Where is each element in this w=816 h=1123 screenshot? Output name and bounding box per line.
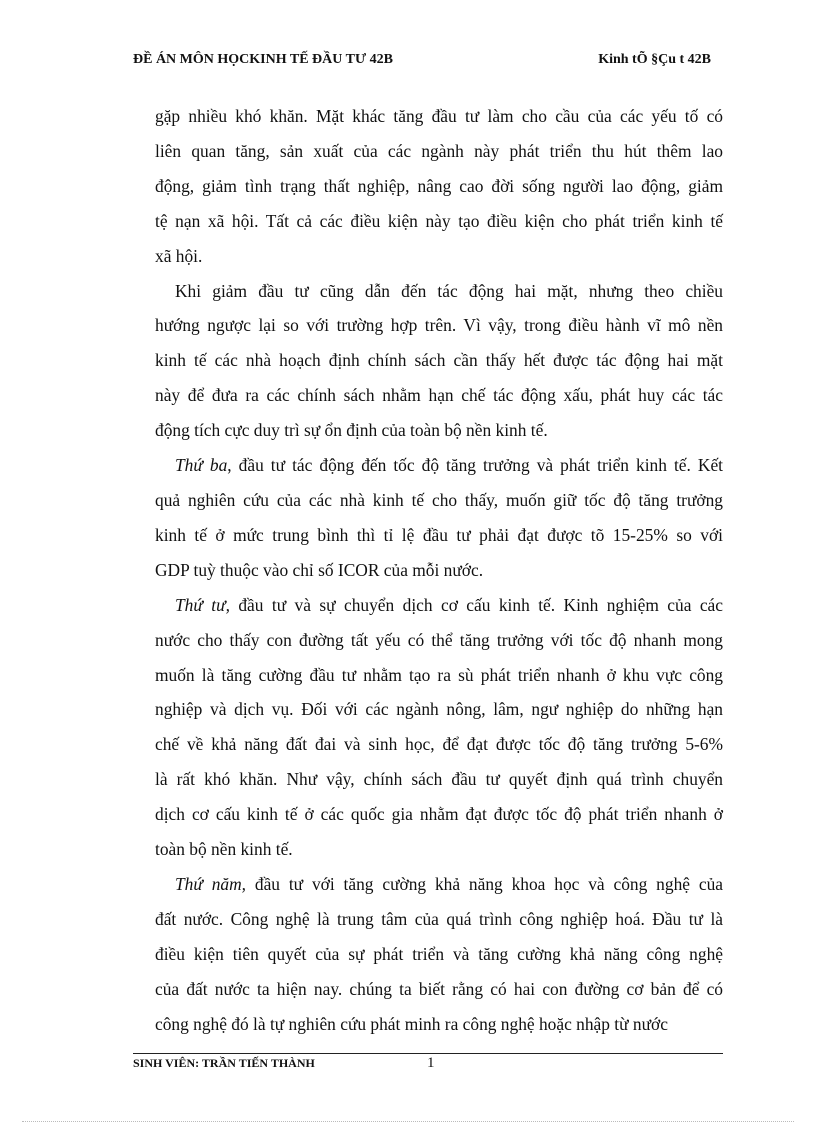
- page-bottom-edge: [22, 1121, 794, 1122]
- header-class-code: Kinh tÕ §Çu t 42B: [598, 52, 711, 67]
- header-course-title: ĐỀ ÁN MÔN HỌCKINH TẾ ĐẦU TƯ 42B: [133, 52, 393, 67]
- text-line: công nghệ đó là tự nghiên cứu phát minh ra công nghệ hoặc nhập từ nước: [155, 1013, 668, 1034]
- paragraph-4: [155, 588, 723, 867]
- text-line: động, giảm tình trạng thất nghiệp, nâng cao đời sống người lao động, giảm: [155, 175, 723, 196]
- text-line: xã hội.: [155, 245, 203, 266]
- text-line: là rất khó khăn. Như vậy, chính sách đầu tư quyết định quá trình chuyển: [155, 769, 723, 790]
- line-rest: , đầu tư tác động đến tốc độ tăng trưởng và phát triển kinh tế. Kết: [227, 455, 724, 476]
- text-line: này để đưa ra các chính sách nhằm hạn chế tác động xấu, phát huy các tác: [155, 385, 723, 406]
- text-line: nước cho thấy con đường tất yếu có thể tăng trưởng với tốc độ nhanh mong: [155, 629, 723, 650]
- text-line: đất nước. Công nghệ là trung tâm của quá trình công nghiệp hoá. Đầu tư là: [155, 908, 723, 929]
- text-line: động tích cực duy trì sự ổn định của toàn bộ nền kinh tế.: [155, 420, 548, 441]
- text-line: kinh tế các nhà hoạch định chính sách cần thấy hết được tác động hai mặt: [155, 350, 723, 371]
- text-line: muốn là tăng cường đầu tư nhằm tạo ra sù phát triển nhanh ở khu vực công: [155, 664, 723, 685]
- text-line: hướng ngược lại so với trường hợp trên. Vì vậy, trong điều hành vĩ mô nền: [155, 315, 723, 336]
- paragraph-3: [155, 448, 723, 588]
- text-line: gặp nhiều khó khăn. Mặt khác tăng đầu tư làm cho cầu của các yếu tố có: [155, 106, 723, 126]
- paragraph-2: [155, 274, 723, 449]
- text-line: nghiệp và dịch vụ. Đối với các ngành nông, lâm, ngư nghiệp do những hạn: [155, 699, 723, 720]
- text-line: [155, 588, 723, 623]
- footer-divider: [133, 1053, 723, 1054]
- text-line: liên quan tăng, sản xuất của các ngành này phát triển thu hút thêm lao: [155, 140, 723, 161]
- text-line: quả nghiên cứu của các nhà kinh tế cho thấy, muốn giữ tốc độ tăng trưởng: [155, 489, 723, 510]
- text-line: Khi giảm đầu tư cũng dẫn đến tác động hai mặt, nhưng theo chiều: [175, 280, 723, 301]
- text-line: [155, 867, 723, 902]
- page-number: 1: [427, 1055, 435, 1071]
- text-line: [155, 448, 723, 483]
- text-line: tệ nạn xã hội. Tất cả các điều kiện này tạo điều kiện cho phát triển kinh tế: [155, 210, 723, 231]
- text-line: kinh tế ở mức trung bình thì tỉ lệ đầu tư phải đạt được tõ 15-25% so với: [155, 524, 723, 545]
- italic-lead: Thứ ba: [175, 455, 228, 476]
- text-line: của đất nước ta hiện nay. chúng ta biết rằng có hai con đường cơ bản để có: [155, 978, 723, 999]
- document-body: [155, 99, 723, 1041]
- paragraph-5: [155, 867, 723, 1042]
- line-rest: đầu tư với tăng cường khả năng khoa học và công nghệ của: [246, 873, 723, 894]
- text-line: toàn bộ nền kinh tế.: [155, 839, 293, 860]
- page-footer: [133, 1056, 723, 1076]
- italic-lead: Thứ năm,: [175, 873, 247, 894]
- text-line: GDP tuỳ thuộc vào chỉ số ICOR của mỗi nước.: [155, 559, 484, 580]
- paragraph-1: [155, 99, 723, 274]
- text-line: chế về khả năng đất đai và sinh học, để đạt được tốc độ tăng trưởng 5-6%: [155, 734, 723, 755]
- footer-student-name: SINH VIÊN: TRẦN TIẾN THÀNH: [133, 1056, 315, 1070]
- text-line: dịch cơ cấu kinh tế ở các quốc gia nhằm đạt được tốc độ phát triển nhanh ở: [155, 804, 723, 825]
- text-line: điều kiện tiên quyết của sự phát triển và tăng cường khả năng công nghệ: [155, 943, 723, 964]
- italic-lead: Thứ tư,: [175, 594, 230, 615]
- page-header: [133, 52, 711, 72]
- line-rest: đầu tư và sự chuyển dịch cơ cấu kinh tế. Kinh nghiệm của các: [229, 594, 723, 615]
